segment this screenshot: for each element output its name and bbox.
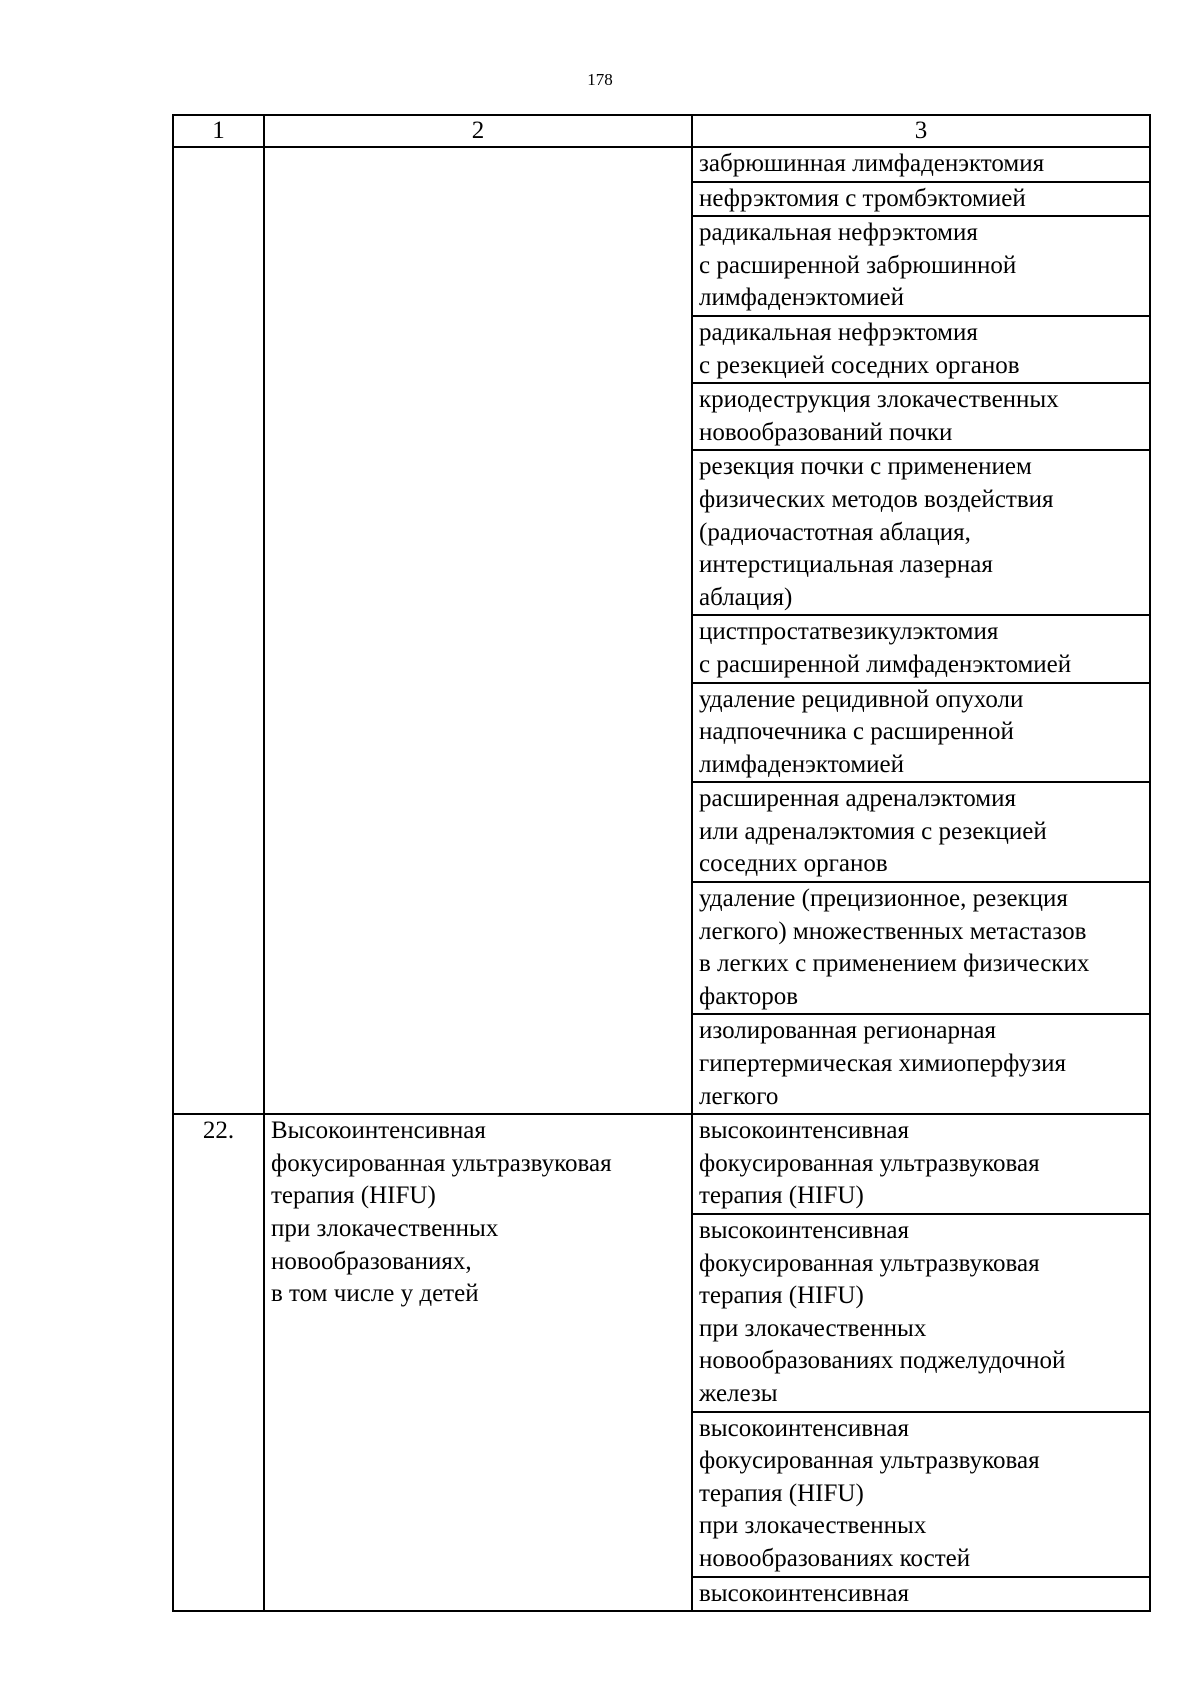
table-header: [173, 115, 1150, 147]
method-cell: удаление рецидивной опухоли надпочечника с расширенной лимфаденэктомией: [692, 683, 1150, 783]
method-cell: высокоинтенсивная: [692, 1577, 1150, 1612]
table-body: [173, 147, 1150, 1611]
method-cell: высокоинтенсивная фокусированная ультразвуковая терапия (HIFU) при злокачественных новообразованиях поджелудочной железы: [692, 1214, 1150, 1412]
method-cell: высокоинтенсивная фокусированная ультразвуковая терапия (HIFU): [692, 1114, 1150, 1214]
page-number: 178: [587, 70, 613, 89]
method-cell: высокоинтенсивная фокусированная ультразвуковая терапия (HIFU) при злокачественных новообразованиях костей: [692, 1412, 1150, 1577]
column-header-1: 1: [173, 115, 264, 147]
row-description-cell: [264, 147, 692, 1114]
method-cell: изолированная регионарная гипертермическая химиоперфузия легкого: [692, 1014, 1150, 1114]
method-cell: радикальная нефрэктомия с расширенной забрюшинной лимфаденэктомией: [692, 216, 1150, 316]
row-number-cell: 22.: [173, 1114, 264, 1611]
table-row: [173, 147, 1150, 182]
method-cell: резекция почки с применением физических методов воздействия (радиочастотная аблация, интерстициальная лазерная аблация): [692, 450, 1150, 615]
method-cell: забрюшинная лимфаденэктомия: [692, 147, 1150, 182]
method-cell: расширенная адреналэктомия или адреналэктомия с резекцией соседних органов: [692, 782, 1150, 882]
column-header-3: 3: [692, 115, 1150, 147]
row-number-cell: [173, 147, 264, 1114]
column-header-2: 2: [264, 115, 692, 147]
table-row: [173, 1114, 1150, 1214]
header-row: [173, 115, 1150, 147]
method-cell: радикальная нефрэктомия с резекцией соседних органов: [692, 316, 1150, 383]
method-cell: криодеструкция злокачественных новообразований почки: [692, 383, 1150, 450]
row-description-cell: Высокоинтенсивная фокусированная ультразвуковая терапия (HIFU) при злокачественных новообразованиях, в том числе у детей: [264, 1114, 692, 1611]
method-cell: удаление (прецизионное, резекция легкого) множественных метастазов в легких с применением физических факторов: [692, 882, 1150, 1014]
method-cell: цистпростатвезикулэктомия с расширенной лимфаденэктомией: [692, 615, 1150, 682]
method-cell: нефрэктомия с тромбэктомией: [692, 182, 1150, 217]
procedures-table: [172, 114, 1151, 1612]
